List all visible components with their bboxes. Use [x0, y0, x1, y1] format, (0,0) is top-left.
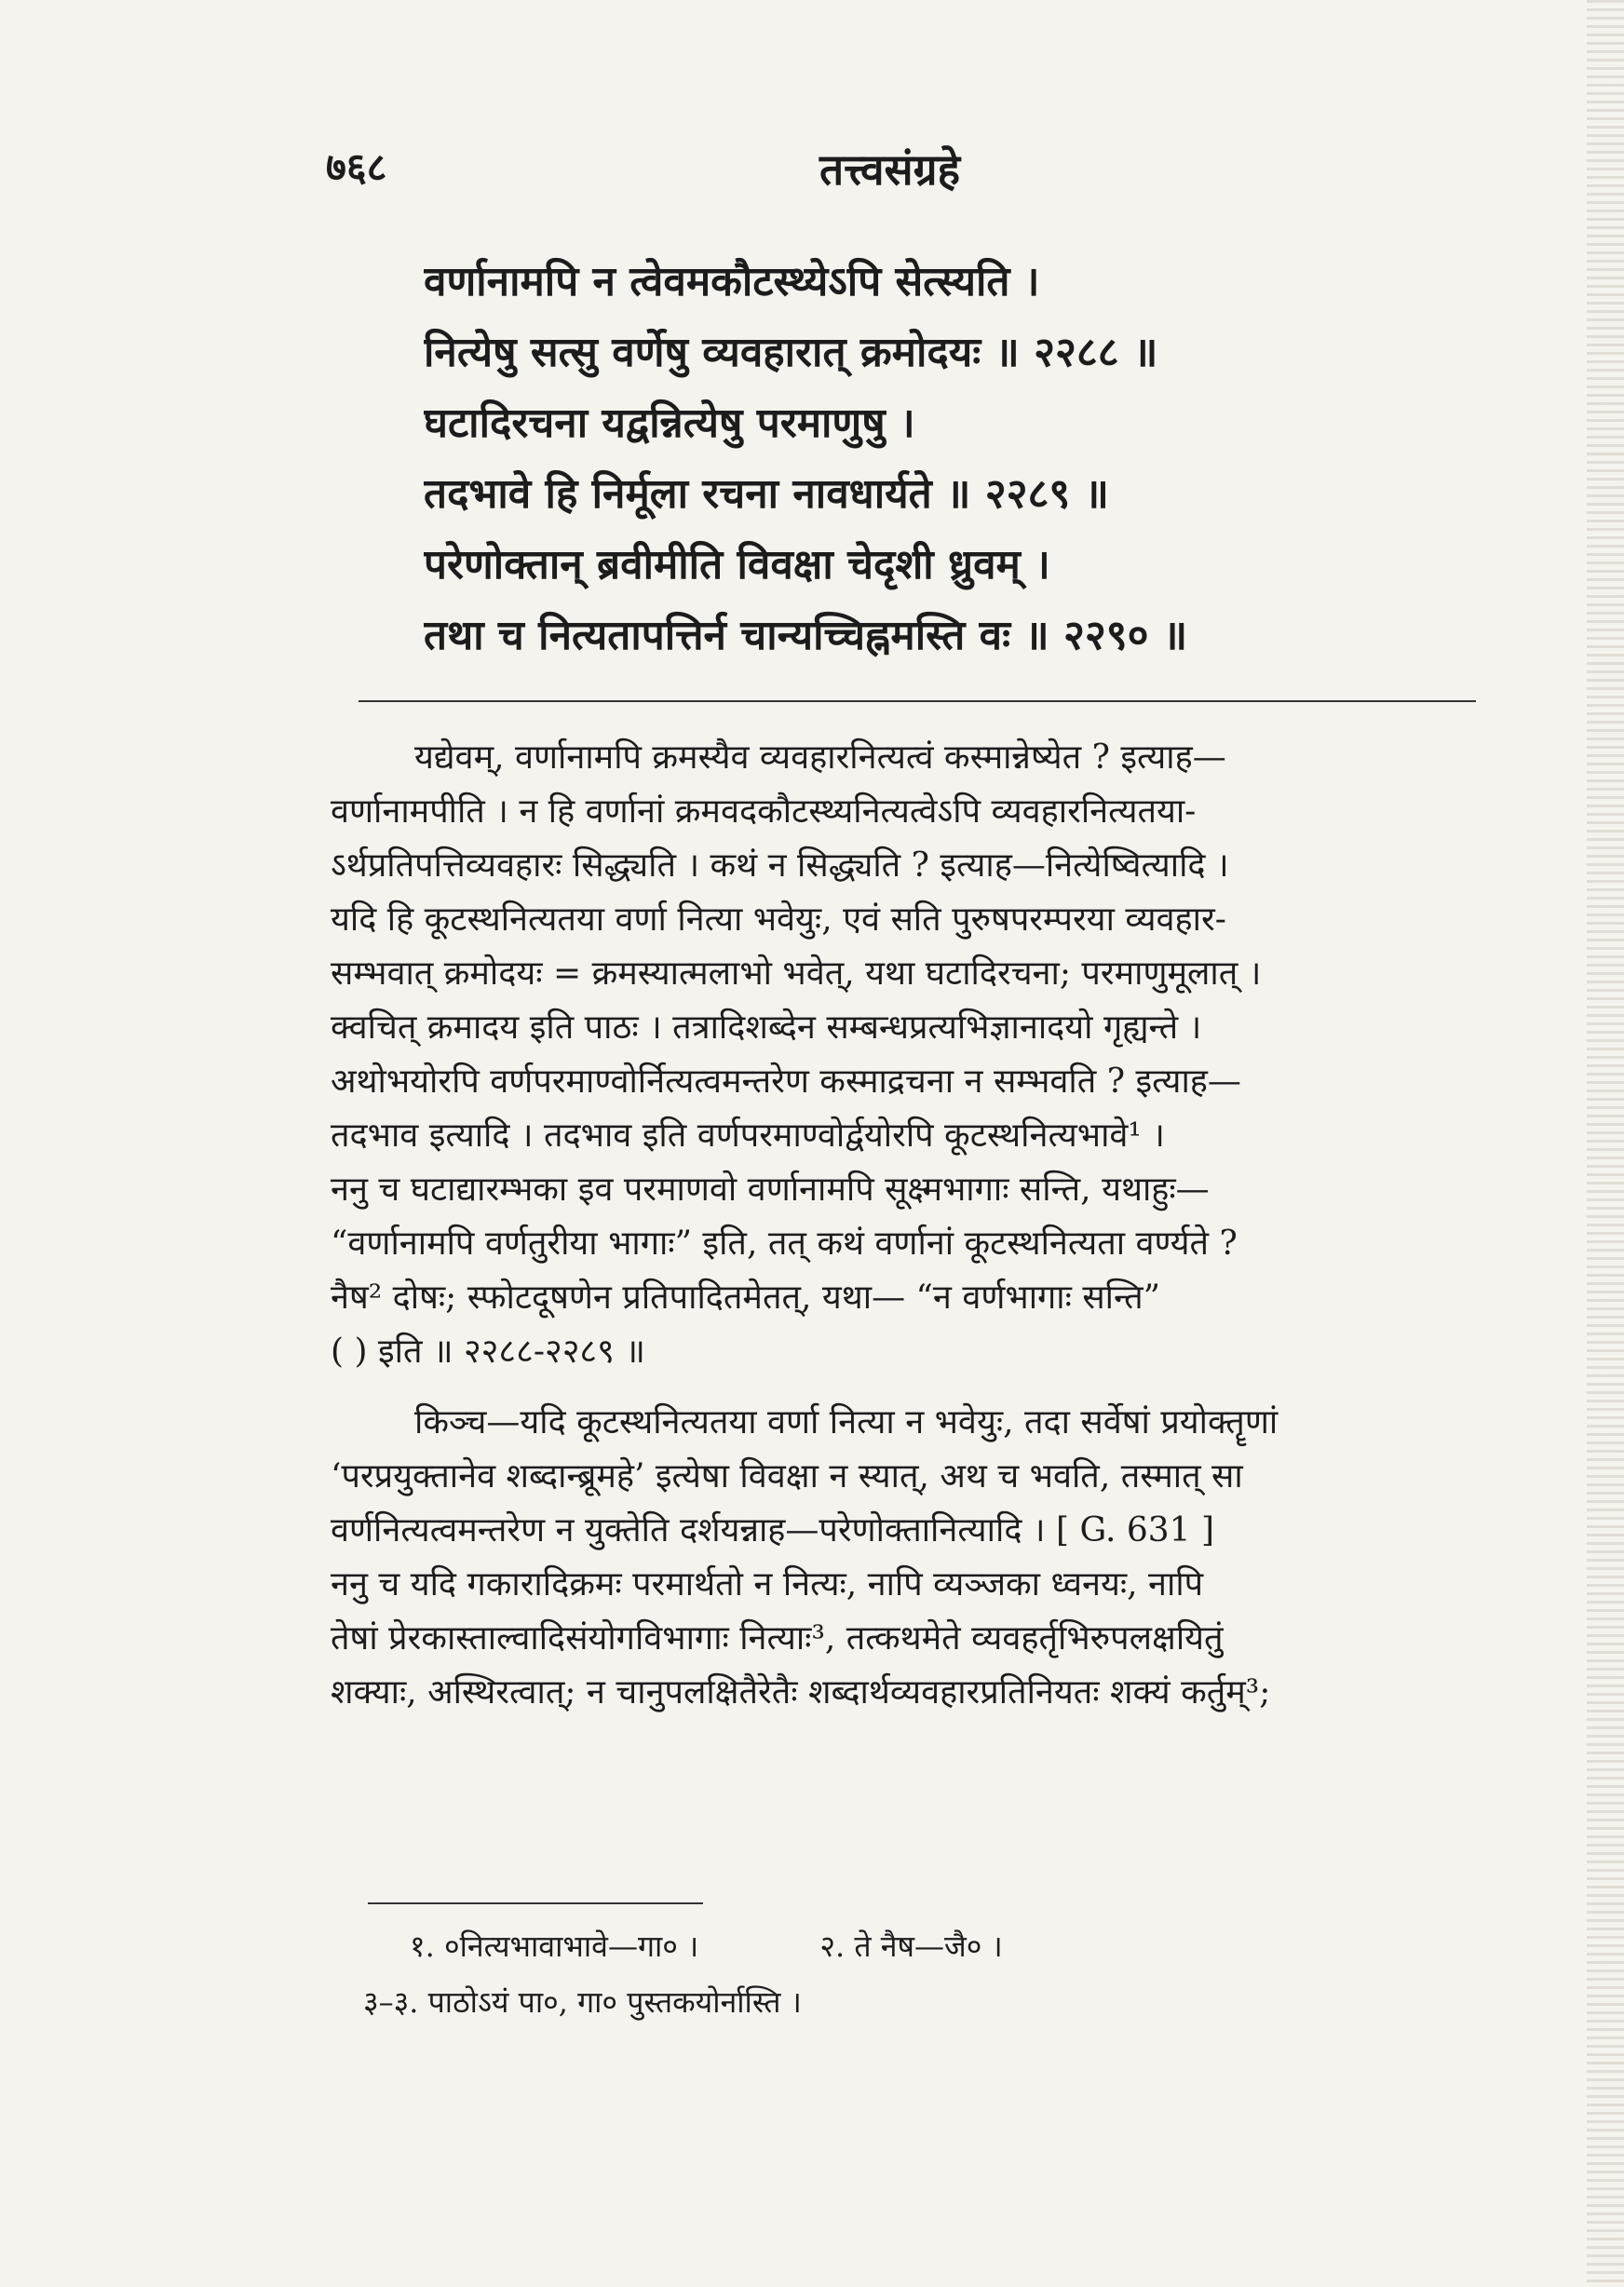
commentary-line: “वर्णानामपि वर्णतुरीया भागाः” इति, तत् कथं वर्णानां कूटस्थनित्यता वर्ण्यते ?	[331, 1225, 1238, 1263]
verse-line: नित्येषु सत्सु वर्णेषु व्यवहारात् क्रमोदयः ॥ २२८८ ॥	[424, 329, 1158, 376]
verse-line: तथा च नित्यतापत्तिर्न चान्यच्चिह्नमस्ति वः ॥ २२९० ॥	[424, 612, 1188, 659]
footnote-divider	[368, 1902, 703, 1904]
commentary-line: नैष² दोषः; स्फोटदूषणेन प्रतिपादितमेतत्, यथा— “न वर्णभागाः सन्ति”	[331, 1279, 1161, 1317]
verse-line: घटादिरचना यद्वन्नित्येषु परमाणुषु ।	[424, 399, 915, 447]
commentary-line: ननु च यदि गकारादिक्रमः परमार्थतो न नित्यः, नापि व्यञ्जका ध्वनयः, नापि	[331, 1565, 1204, 1604]
commentary-line: सम्भवात् क्रमोदयः = क्रमस्यात्मलाभो भवेत्, यथा घटादिरचना; परमाणुमूलात् ।	[331, 954, 1262, 993]
verse-divider	[359, 700, 1476, 702]
commentary-line: ऽर्थप्रतिपत्तिव्यवहारः सिद्ध्यति । कथं न सिद्ध्यति ? इत्याह—नित्येष्वित्यादि ।	[331, 846, 1229, 885]
footnote: २. ते नैष—जै० ।	[819, 1928, 1003, 1964]
commentary-line: ‘परप्रयुक्तानेव शब्दान्ब्रूमहे’ इत्येषा विवक्षा न स्यात्, अथ च भवति, तस्मात् सा	[331, 1457, 1243, 1495]
commentary-line: यदि हि कूटस्थनित्यतया वर्णा नित्या भवेयुः, एवं सति पुरुषपरम्परया व्यवहार-	[331, 900, 1226, 939]
running-head: तत्त्वसंग्रहे	[819, 144, 961, 195]
verse-block	[424, 247, 1467, 671]
page-edge	[1587, 0, 1624, 2287]
footnote: ३–३. पाठोऽयं पा०, गा० पुस्तकयोर्नास्ति ।	[363, 1984, 802, 2020]
commentary-line: तदभाव इत्यादि । तदभाव इति वर्णपरमाण्वोर्द्वयोरपि कूटस्थनित्यभावे¹ ।	[331, 1116, 1165, 1155]
commentary-line: अथोभयोरपि वर्णपरमाण्वोर्नित्यत्वमन्तरेण कस्माद्रचना न सम्भवति ? इत्याह—	[331, 1062, 1241, 1101]
footnotes	[363, 1918, 1387, 2030]
footnote-row	[363, 1918, 1387, 1974]
commentary-line: ननु च घटाद्यारम्भका इव परमाणवो वर्णानामपि सूक्ष्मभागाः सन्ति, यथाहुः—	[331, 1171, 1210, 1209]
verse-line: परेणोक्तान् ब्रवीमीति विवक्षा चेदृशी ध्रुवम् ।	[424, 541, 1050, 589]
verse-line: वर्णानामपि न त्वेवमकौटस्थ्येऽपि सेत्स्यति ।	[424, 258, 1040, 305]
footnote: १. ०नित्यभावाभावे—गा० ।	[410, 1928, 699, 1964]
commentary	[331, 731, 1485, 1720]
commentary-line: वर्णानामपीति । न हि वर्णानां क्रमवदकौटस्थ्यनित्यत्वेऽपि व्यवहारनित्यतया-	[331, 792, 1197, 831]
commentary-line: तेषां प्रेरकास्ताल्वादिसंयोगविभागाः नित्याः³, तत्कथमेते व्यवहर्तृभिरुपलक्षयितुं	[331, 1619, 1224, 1658]
page-number: ७६८	[326, 144, 387, 190]
commentary-line: यद्येवम्, वर्णानामपि क्रमस्यैव व्यवहारनित्यत्वं कस्मान्नेष्येत ? इत्याह—	[414, 738, 1226, 777]
commentary-line: शक्याः, अस्थिरत्वात्; न चानुपलक्षितैरेतैः शब्दार्थव्यवहारप्रतिनियतः शक्यं कर्तुम्³;	[331, 1673, 1271, 1712]
commentary-line: वर्णनित्यत्वमन्तरेण न युक्तेति दर्शयन्नाह—परेणोक्तानित्यादि । [ G. 631 ]	[331, 1511, 1215, 1549]
commentary-line: क्वचित् क्रमादय इति पाठः । तत्रादिशब्देन सम्बन्धप्रत्यभिज्ञानादयो गृह्यन्ते ।	[331, 1008, 1202, 1047]
commentary-line: किञ्च—यदि कूटस्थनित्यतया वर्णा नित्या न भवेयुः, तदा सर्वेषां प्रयोक्तॄणां	[414, 1403, 1279, 1441]
commentary-line: ( ) इति ॥ २२८८-२२८९ ॥	[331, 1333, 645, 1371]
verse-line: तदभावे हि निर्मूला रचना नावधार्यते ॥ २२८९ ॥	[424, 470, 1109, 518]
